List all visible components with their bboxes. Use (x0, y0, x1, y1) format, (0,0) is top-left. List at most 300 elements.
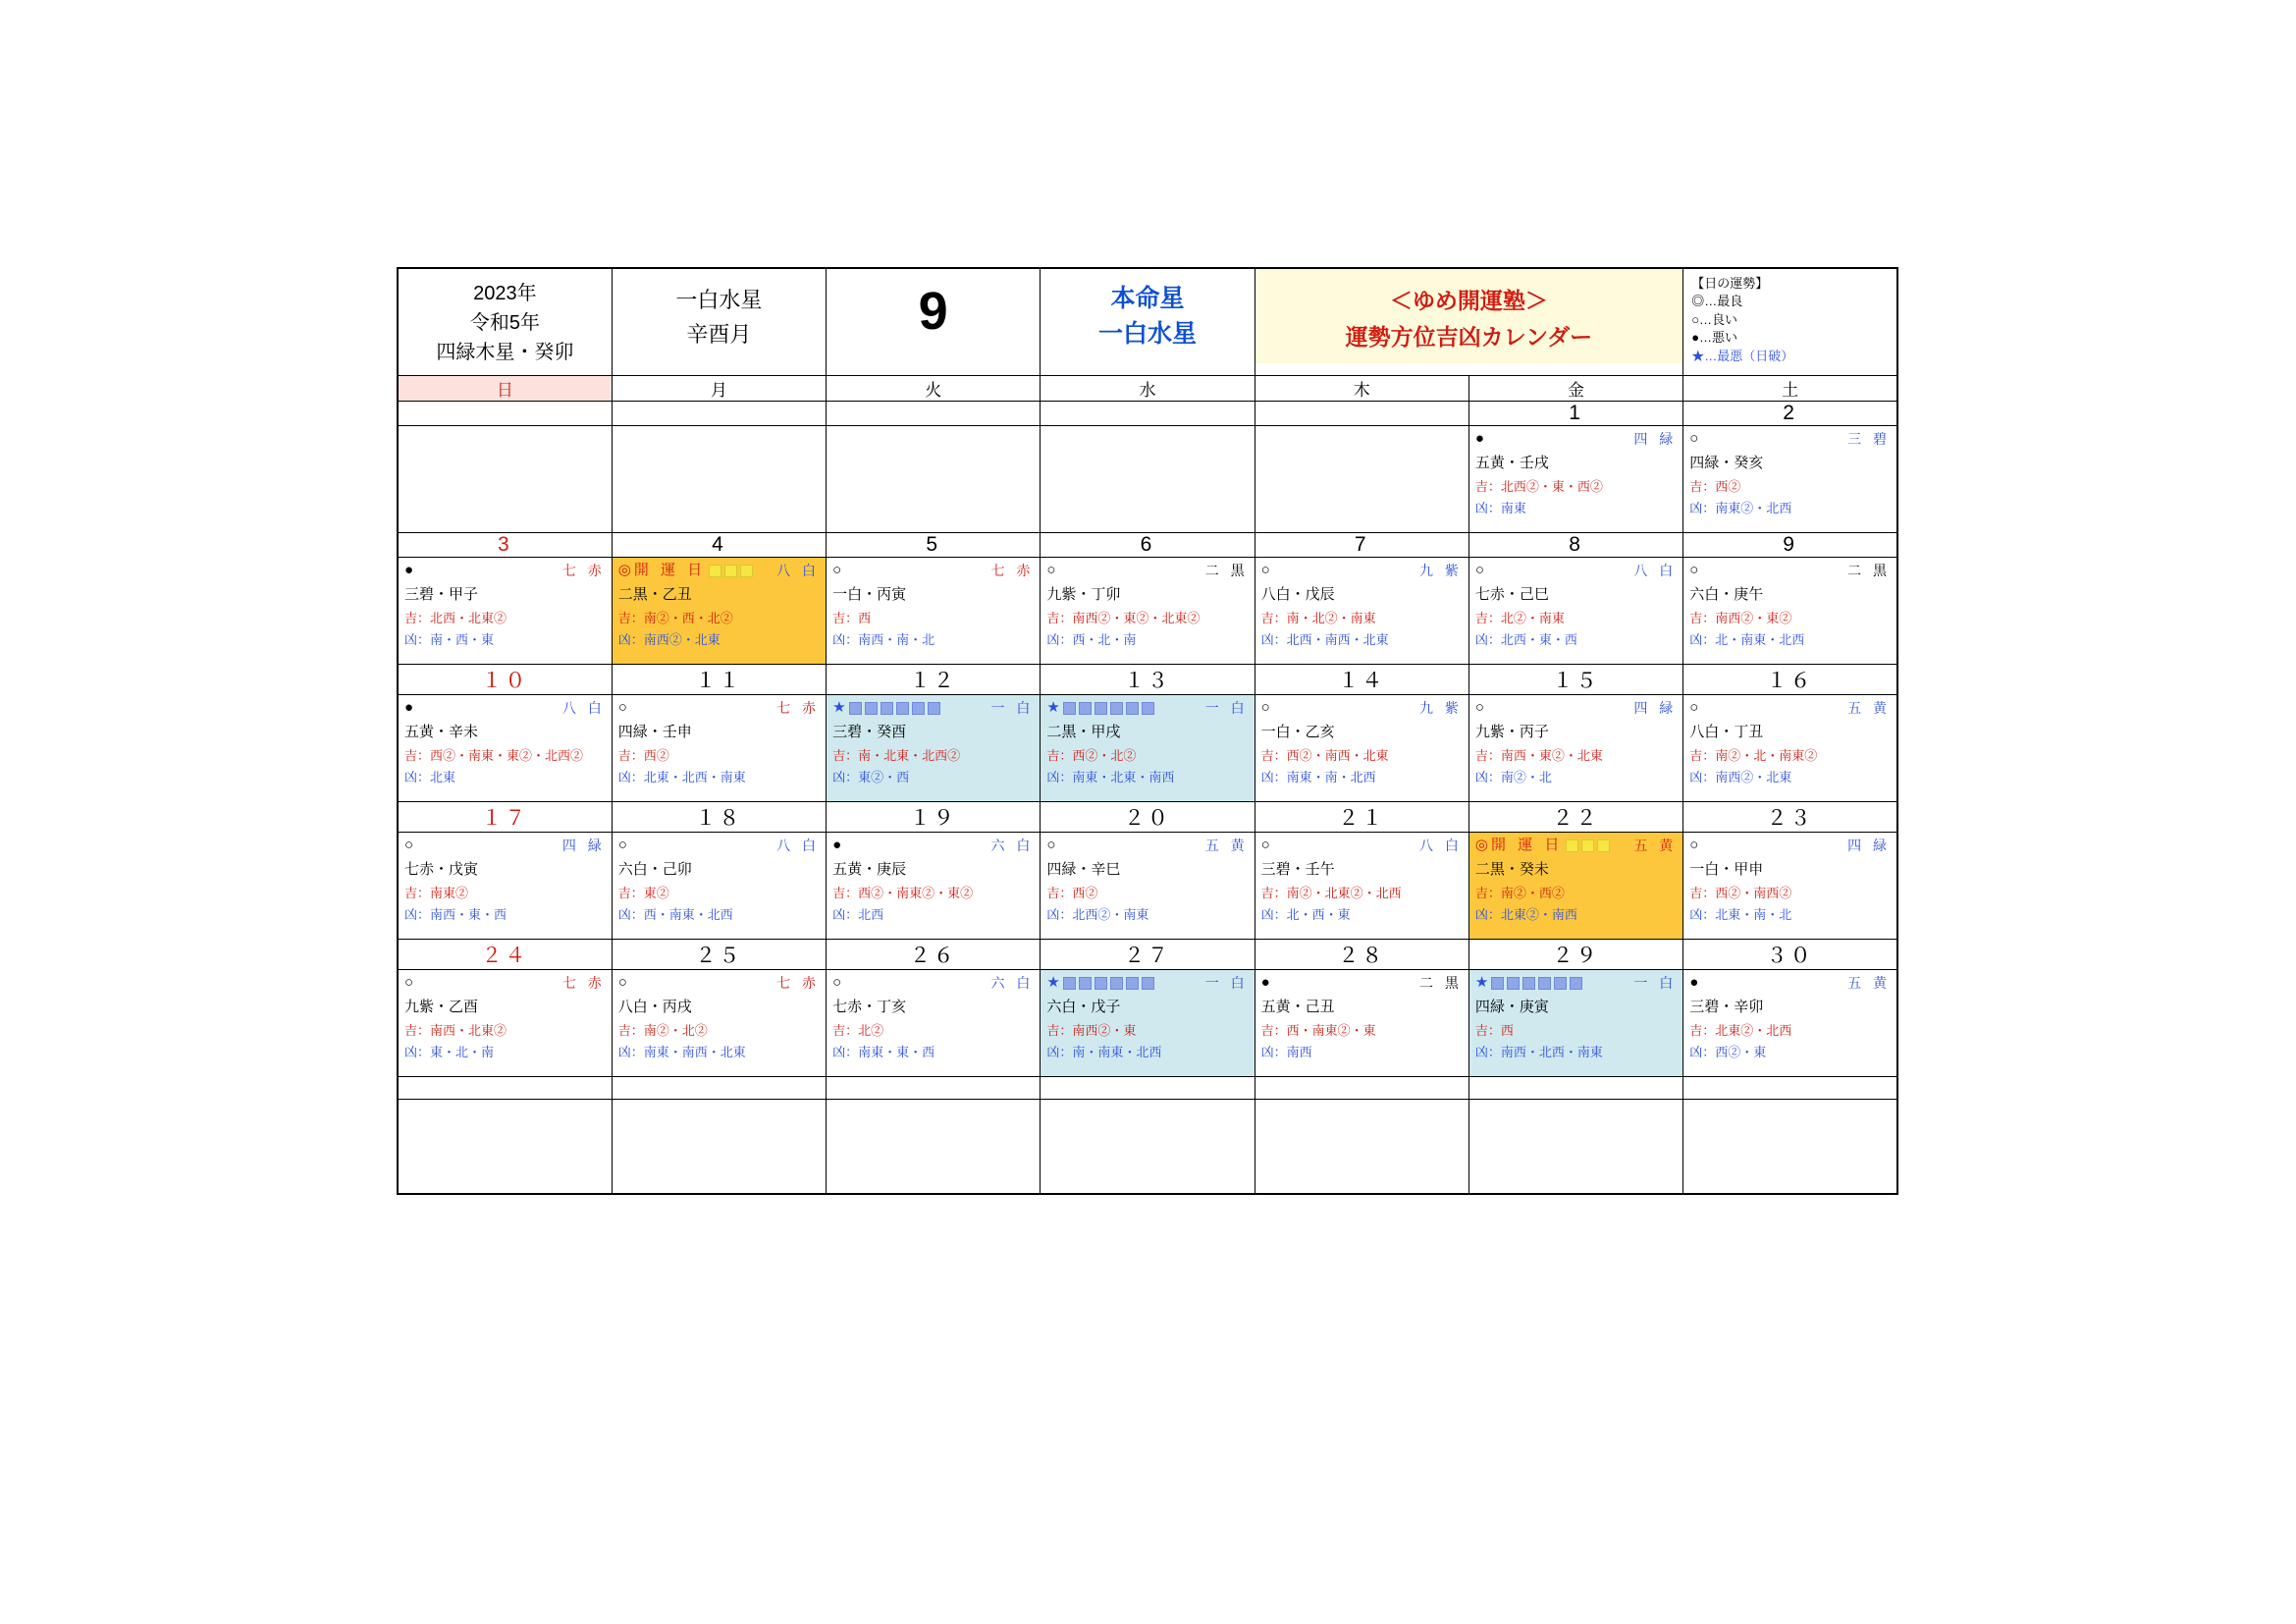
eto-label: 九紫・乙酉 (404, 999, 479, 1015)
eto-label: 四緑・壬申 (617, 724, 692, 740)
date-content-row (398, 695, 1897, 802)
nippa-square-icon (1142, 977, 1154, 990)
honmei-value: 一白水星 (1097, 320, 1197, 349)
eto-label: 四緑・庚寅 (1474, 999, 1549, 1015)
weekday-sun: 日 (398, 376, 612, 402)
fortune-mark-icon: ● (832, 837, 842, 854)
date-number[interactable]: 9 (1683, 533, 1897, 558)
eto-label: 三碧・癸酉 (832, 724, 907, 740)
unlucky-direction: 凶：西②・東 (1689, 1044, 1767, 1059)
nippa-square-icon (1507, 977, 1520, 990)
day-cell[interactable] (1683, 833, 1897, 940)
legend-cell (1683, 268, 1897, 376)
eto-label: 七赤・己巳 (1474, 586, 1549, 603)
date-number-row (398, 533, 1897, 558)
date-number[interactable]: 6 (1041, 533, 1255, 558)
date-number[interactable]: ２１ (1255, 802, 1468, 833)
day-cell[interactable] (612, 970, 826, 1077)
kyusei-label: 四 緑 (1633, 430, 1678, 447)
nippa-square-icon (1522, 977, 1535, 990)
lucky-direction: 吉：南②・北② (617, 1023, 708, 1038)
calendar-header-row (398, 268, 1897, 376)
kyusei-label: 二 黒 (1419, 974, 1463, 991)
calendar-weeks (398, 402, 1897, 1077)
day-cell[interactable] (612, 695, 826, 802)
trailing-blank-cell-row (398, 1100, 1897, 1195)
calendar-sheet (397, 267, 1898, 1195)
fortune-mark-icon: ○ (832, 974, 842, 992)
lucky-direction: 吉：南・北東・北西② (832, 748, 961, 763)
date-content-row (398, 426, 1897, 533)
date-content-row (398, 833, 1897, 940)
fortune-mark-icon: ● (1689, 974, 1699, 992)
day-cell[interactable] (1468, 833, 1682, 940)
date-number-row (398, 940, 1897, 970)
lucky-direction: 吉：南②・西・北② (617, 611, 733, 625)
lucky-direction: 吉：北西②・東・西② (1474, 479, 1603, 494)
kyusei-label: 五 黄 (1847, 974, 1891, 991)
unlucky-direction: 凶：北西②・南東 (1046, 906, 1149, 922)
date-number[interactable]: ２６ (827, 940, 1041, 970)
fortune-mark-icon: ○ (1046, 837, 1056, 854)
unlucky-direction: 凶：南東・北東・南西 (1046, 769, 1175, 785)
kyusei-label: 六 白 (990, 837, 1035, 853)
day-cell[interactable] (1041, 695, 1255, 802)
date-number-row (398, 802, 1897, 833)
day-cell[interactable] (1683, 426, 1897, 533)
date-number[interactable]: ２４ (398, 940, 612, 970)
page-title: 運勢方位吉凶カレンダー (1345, 323, 1593, 350)
kaiun-square-icon (724, 565, 737, 577)
kyusei-label: 七 赤 (561, 974, 606, 991)
unlucky-direction: 凶：北西 (832, 906, 884, 922)
month-kanji-cell (612, 268, 826, 376)
nippa-square-icon (1538, 977, 1551, 990)
date-number[interactable] (1255, 402, 1468, 426)
legend-item-worst: ★…最悪（日破） (1691, 348, 1794, 363)
title-cell (1255, 268, 1683, 376)
unlucky-direction: 凶：南西・北西・南東 (1474, 1044, 1603, 1059)
eto-label: 三碧・甲子 (404, 586, 479, 603)
date-number[interactable]: ３０ (1683, 940, 1897, 970)
nippa-square-icon (1126, 702, 1139, 715)
day-cell[interactable] (827, 970, 1041, 1077)
unlucky-direction: 凶：南西②・北東 (1689, 769, 1792, 785)
date-number[interactable]: ２９ (1468, 940, 1682, 970)
weekday-sat: 土 (1683, 376, 1897, 402)
day-cell[interactable] (1468, 558, 1682, 665)
month-star-label: 一白水星 (675, 288, 763, 312)
kyusei-label: 七 赤 (776, 974, 821, 991)
lucky-direction: 吉：西② (1689, 479, 1741, 494)
lucky-direction: 吉：南西・東②・北東 (1474, 748, 1603, 763)
trailing-blank-number-row (398, 1077, 1897, 1100)
year-block-cell (398, 268, 612, 376)
lucky-direction: 吉：南西②・東② (1689, 611, 1792, 625)
lucky-direction: 吉：西 (1474, 1023, 1514, 1038)
weekday-row (398, 376, 1897, 402)
fortune-mark-icon: ○ (1689, 562, 1699, 579)
fortune-mark-icon: ○ (404, 974, 414, 992)
nippa-square-icon (881, 702, 893, 715)
blank-cell (1255, 1100, 1468, 1195)
eto-label: 五黄・己丑 (1260, 999, 1335, 1015)
day-cell[interactable] (1255, 833, 1468, 940)
kaiun-square-icon (709, 565, 721, 577)
day-cell-empty[interactable] (1041, 426, 1255, 533)
day-cell[interactable] (1041, 833, 1255, 940)
weekday-wed: 水 (1041, 376, 1255, 402)
kyusei-label: 五 黄 (1847, 699, 1891, 716)
eto-label: 五黄・庚辰 (832, 861, 907, 878)
weekday-tue: 火 (827, 376, 1041, 402)
date-number[interactable]: １５ (1468, 665, 1682, 695)
day-cell[interactable] (1683, 695, 1897, 802)
date-number-row (398, 665, 1897, 695)
day-cell-empty[interactable] (612, 426, 826, 533)
blank-cell (1041, 1100, 1255, 1195)
date-number[interactable]: 5 (827, 533, 1041, 558)
unlucky-direction: 凶：北西・南西・北東 (1260, 631, 1389, 647)
fortune-mark-icon: ● (1474, 430, 1484, 448)
day-cell-empty[interactable] (398, 426, 612, 533)
eto-label: 七赤・戊寅 (404, 861, 479, 878)
nippa-square-icon (1110, 977, 1123, 990)
unlucky-direction: 凶：南西②・北東 (617, 631, 721, 647)
day-cell[interactable] (612, 558, 826, 665)
kaiun-square-icon (1581, 839, 1594, 852)
date-number-row (398, 402, 1897, 426)
fortune-mark-icon: ○ (1689, 430, 1699, 448)
nippa-square-icon (1079, 977, 1092, 990)
fortune-mark-icon: ○ (1689, 837, 1699, 854)
blank-cell (398, 1100, 612, 1195)
nippa-square-icon (1079, 702, 1092, 715)
eto-label: 九紫・丙子 (1474, 724, 1549, 740)
lucky-direction: 吉：西② (617, 748, 669, 763)
lucky-direction: 吉：南西・北東② (404, 1023, 507, 1038)
lucky-direction: 吉：南・北②・南東 (1260, 611, 1376, 625)
kyusei-label: 一 白 (1204, 974, 1249, 991)
unlucky-direction: 凶：北東②・南西 (1474, 906, 1577, 922)
eto-label: 六白・戊子 (1046, 999, 1121, 1015)
eto-label: 六白・己卯 (617, 861, 692, 878)
blank-num-cell (612, 1077, 826, 1100)
kyusei-label: 七 赤 (561, 562, 606, 578)
kyusei-label: 二 黒 (1847, 562, 1891, 578)
date-number[interactable]: 3 (398, 533, 612, 558)
unlucky-direction: 凶：北東・北西・南東 (617, 769, 746, 785)
unlucky-direction: 凶：東②・西 (832, 769, 910, 785)
date-number[interactable]: １１ (612, 665, 826, 695)
date-number[interactable] (398, 402, 612, 426)
fortune-mark-icon: ○ (1260, 699, 1270, 717)
year-line-2: 令和5年 (469, 312, 540, 334)
day-cell[interactable] (1683, 970, 1897, 1077)
blank-num-cell (398, 1077, 612, 1100)
lucky-direction: 吉：西・南東②・東 (1260, 1023, 1376, 1038)
nippa-square-icon (1095, 702, 1107, 715)
fortune-mark-icon: ★ (1474, 974, 1489, 992)
day-cell[interactable] (1255, 558, 1468, 665)
weekday-fri: 金 (1468, 376, 1682, 402)
date-number[interactable]: １０ (398, 665, 612, 695)
eto-label: 一白・甲申 (1689, 861, 1764, 878)
day-cell-empty[interactable] (1255, 426, 1468, 533)
day-cell[interactable] (398, 970, 612, 1077)
lucky-direction: 吉：西②・南東②・東② (832, 886, 974, 900)
brand-title: ＜ゆめ開運塾＞ (1389, 288, 1548, 313)
fortune-mark-icon: ★ (832, 699, 846, 717)
unlucky-direction: 凶：南・南東・北西 (1046, 1044, 1162, 1059)
lucky-direction: 吉：北東②・北西 (1689, 1023, 1792, 1038)
lucky-direction: 吉：西②・南西② (1689, 886, 1792, 900)
unlucky-direction: 凶：西・南東・北西 (617, 906, 733, 922)
date-number[interactable]: １４ (1255, 665, 1468, 695)
kyusei-label: 八 白 (1419, 837, 1463, 853)
date-number[interactable]: １７ (398, 802, 612, 833)
day-cell-empty[interactable] (827, 426, 1041, 533)
date-number[interactable]: １３ (1041, 665, 1255, 695)
lucky-direction: 吉：南②・北・南東② (1689, 748, 1818, 763)
unlucky-direction: 凶：南西・南・北 (832, 631, 935, 647)
fortune-mark-icon: ○ (1260, 562, 1270, 579)
kyusei-label: 四 緑 (1847, 837, 1891, 853)
kyusei-label: 一 白 (990, 699, 1035, 716)
honmei-label: 本命星 (1110, 285, 1185, 312)
legend-title: 【日の運勢】 (1691, 276, 1769, 291)
lucky-direction: 吉：南②・北東②・北西 (1260, 886, 1402, 900)
kyusei-label: 四 緑 (561, 837, 606, 853)
kyusei-label: 七 赤 (776, 699, 821, 716)
unlucky-direction: 凶：南東・南・北西 (1260, 769, 1376, 785)
kyusei-label: 一 白 (1633, 974, 1678, 991)
date-number[interactable]: 1 (1468, 402, 1682, 426)
fortune-mark-icon: ◎ (1474, 837, 1488, 854)
honmei-cell (1041, 268, 1255, 376)
eto-label: 九紫・丁卯 (1046, 586, 1121, 603)
nippa-square-icon (1063, 702, 1076, 715)
eto-label: 八白・丁丑 (1689, 724, 1764, 740)
date-number[interactable]: １８ (612, 802, 826, 833)
day-cell[interactable] (398, 558, 612, 665)
date-number[interactable]: 8 (1468, 533, 1682, 558)
calendar-table (397, 267, 1898, 1195)
day-cell[interactable] (398, 695, 612, 802)
day-cell[interactable] (398, 833, 612, 940)
date-number[interactable]: ２８ (1255, 940, 1468, 970)
lucky-direction: 吉：東② (617, 886, 669, 900)
legend-item-bad: ●…悪い (1691, 330, 1738, 346)
unlucky-direction: 凶：北東 (404, 769, 456, 785)
blank-num-cell (1041, 1077, 1255, 1100)
eto-label: 八白・戊辰 (1260, 586, 1335, 603)
lucky-direction: 吉：南東② (404, 886, 469, 900)
fortune-mark-icon: ◎ (617, 562, 631, 579)
kyusei-label: 九 紫 (1419, 562, 1463, 578)
unlucky-direction: 凶：南東②・北西 (1689, 500, 1792, 515)
day-cell[interactable] (1041, 970, 1255, 1077)
unlucky-direction: 凶：北東・南・北 (1689, 906, 1792, 922)
date-number[interactable]: ２５ (612, 940, 826, 970)
eto-label: 四緑・癸亥 (1689, 455, 1764, 471)
lucky-direction: 吉：西② (1046, 886, 1098, 900)
eto-label: 一白・丙寅 (832, 586, 907, 603)
kyusei-label: 九 紫 (1419, 699, 1463, 716)
kyusei-label: 二 黒 (1204, 562, 1249, 578)
nippa-square-icon (865, 702, 878, 715)
date-number[interactable]: 4 (612, 533, 826, 558)
nippa-square-icon (1063, 977, 1076, 990)
nippa-square-icon (928, 702, 940, 715)
blank-cell (612, 1100, 826, 1195)
kyusei-label: 四 緑 (1633, 699, 1678, 716)
kaiun-square-icon (740, 565, 753, 577)
blank-num-cell (1255, 1077, 1468, 1100)
eto-label: 一白・乙亥 (1260, 724, 1335, 740)
day-cell[interactable] (827, 558, 1041, 665)
fortune-mark-icon: ○ (1474, 562, 1484, 579)
date-number[interactable]: ２７ (1041, 940, 1255, 970)
blank-cell (1468, 1100, 1682, 1195)
kyusei-label: 五 黄 (1633, 837, 1678, 853)
day-cell[interactable] (612, 833, 826, 940)
date-number[interactable]: 2 (1683, 402, 1897, 426)
blank-num-cell (827, 1077, 1041, 1100)
kyusei-label: 八 白 (561, 699, 606, 716)
nippa-square-icon (1110, 702, 1123, 715)
weekday-thu: 木 (1255, 376, 1468, 402)
fortune-mark-icon: ● (1260, 974, 1270, 992)
day-cell[interactable] (1041, 558, 1255, 665)
lucky-direction: 吉：南西②・東 (1046, 1023, 1137, 1038)
fortune-mark-icon: ★ (1046, 699, 1060, 717)
blank-num-cell (1683, 1077, 1897, 1100)
eto-label: 七赤・丁亥 (832, 999, 907, 1015)
eto-label: 二黒・乙丑 (617, 586, 692, 603)
date-number[interactable]: １９ (827, 802, 1041, 833)
lucky-direction: 吉：北② (832, 1023, 884, 1038)
date-number[interactable]: １６ (1683, 665, 1897, 695)
date-content-row (398, 970, 1897, 1077)
nippa-square-icon (849, 702, 862, 715)
kyusei-label: 八 白 (1633, 562, 1678, 578)
lucky-direction: 吉：西②・南東・東②・北西② (404, 748, 584, 763)
date-number[interactable]: 7 (1255, 533, 1468, 558)
kyusei-label: 六 白 (990, 974, 1035, 991)
fortune-mark-icon: ○ (617, 699, 627, 717)
day-cell[interactable] (1683, 558, 1897, 665)
fortune-mark-icon: ○ (1689, 699, 1699, 717)
unlucky-direction: 凶：南東・南西・北東 (617, 1044, 746, 1059)
unlucky-direction: 凶：南西・東・西 (404, 906, 507, 922)
fortune-mark-icon: ○ (617, 974, 627, 992)
eto-label: 四緑・辛巳 (1046, 861, 1121, 878)
blank-num-cell (1468, 1077, 1682, 1100)
day-cell[interactable] (827, 833, 1041, 940)
unlucky-direction: 凶：北西・東・西 (1474, 631, 1577, 647)
year-line-1: 2023年 (473, 283, 537, 304)
date-number[interactable] (612, 402, 826, 426)
fortune-mark-icon: ○ (1046, 562, 1056, 579)
unlucky-direction: 凶：西・北・南 (1046, 631, 1137, 647)
fortune-mark-icon: ○ (404, 837, 414, 854)
month-number: 9 (918, 282, 948, 341)
date-number[interactable]: ２２ (1468, 802, 1682, 833)
date-number[interactable]: １２ (827, 665, 1041, 695)
fortune-mark-icon: ○ (832, 562, 842, 579)
day-cell[interactable] (827, 695, 1041, 802)
weekday-mon: 月 (612, 376, 826, 402)
nippa-square-icon (1126, 977, 1139, 990)
kaiun-square-icon (1566, 839, 1578, 852)
kaiun-square-icon (1597, 839, 1610, 852)
fortune-mark-icon: ● (404, 562, 414, 579)
date-number[interactable] (1041, 402, 1255, 426)
date-number[interactable]: ２３ (1683, 802, 1897, 833)
day-cell[interactable] (1468, 970, 1682, 1077)
unlucky-direction: 凶：北・西・東 (1260, 906, 1351, 922)
unlucky-direction: 凶：南・西・東 (404, 631, 495, 647)
day-cell[interactable] (1255, 695, 1468, 802)
fortune-mark-icon: ○ (1474, 699, 1484, 717)
blank-cell (827, 1100, 1041, 1195)
eto-label: 二黒・癸未 (1474, 861, 1549, 878)
day-cell[interactable] (1255, 970, 1468, 1077)
unlucky-direction: 凶：南東 (1474, 500, 1526, 515)
lucky-direction: 吉：西②・北② (1046, 748, 1137, 763)
nippa-square-icon (1570, 977, 1582, 990)
eto-label: 三碧・壬午 (1260, 861, 1335, 878)
fortune-mark-icon: ● (404, 699, 414, 717)
day-cell[interactable] (1468, 695, 1682, 802)
kyusei-label: 七 赤 (990, 562, 1035, 578)
lucky-direction: 吉：西②・南西・北東 (1260, 748, 1389, 763)
legend-item-good: ○…良い (1691, 311, 1738, 327)
unlucky-direction: 凶：南東・東・西 (832, 1044, 935, 1059)
nippa-square-icon (1095, 977, 1107, 990)
kyusei-label: 三 碧 (1847, 430, 1891, 447)
kyusei-label: 八 白 (776, 837, 821, 853)
kaiun-label: 開 運 日 (633, 562, 707, 579)
eto-label: 六白・庚午 (1689, 586, 1764, 603)
unlucky-direction: 凶：北・南東・北西 (1689, 631, 1805, 647)
eto-label: 三碧・辛卯 (1689, 999, 1764, 1015)
month-number-cell (827, 268, 1041, 376)
fortune-mark-icon: ★ (1046, 974, 1060, 992)
blank-cell (1683, 1100, 1897, 1195)
lucky-direction: 吉：西 (832, 611, 872, 625)
eto-label: 二黒・甲戌 (1046, 724, 1121, 740)
eto-label: 五黄・辛未 (404, 724, 479, 740)
lucky-direction: 吉：南②・西② (1474, 886, 1565, 900)
month-eto-label: 辛酉月 (686, 322, 752, 348)
nippa-square-icon (1554, 977, 1567, 990)
nippa-square-icon (1491, 977, 1504, 990)
lucky-direction: 吉：北②・南東 (1474, 611, 1565, 625)
fortune-mark-icon: ○ (1260, 837, 1270, 854)
kyusei-label: 五 黄 (1204, 837, 1249, 853)
legend-item-best: ◎…最良 (1691, 294, 1743, 309)
date-number[interactable]: ２０ (1041, 802, 1255, 833)
date-number[interactable] (827, 402, 1041, 426)
eto-label: 五黄・壬戌 (1474, 455, 1549, 471)
kaiun-label: 開 運 日 (1491, 837, 1564, 854)
year-line-3: 四緑木星・癸卯 (436, 342, 574, 363)
lucky-direction: 吉：北西・北東② (404, 611, 507, 625)
day-cell[interactable] (1468, 426, 1682, 533)
nippa-square-icon (896, 702, 909, 715)
